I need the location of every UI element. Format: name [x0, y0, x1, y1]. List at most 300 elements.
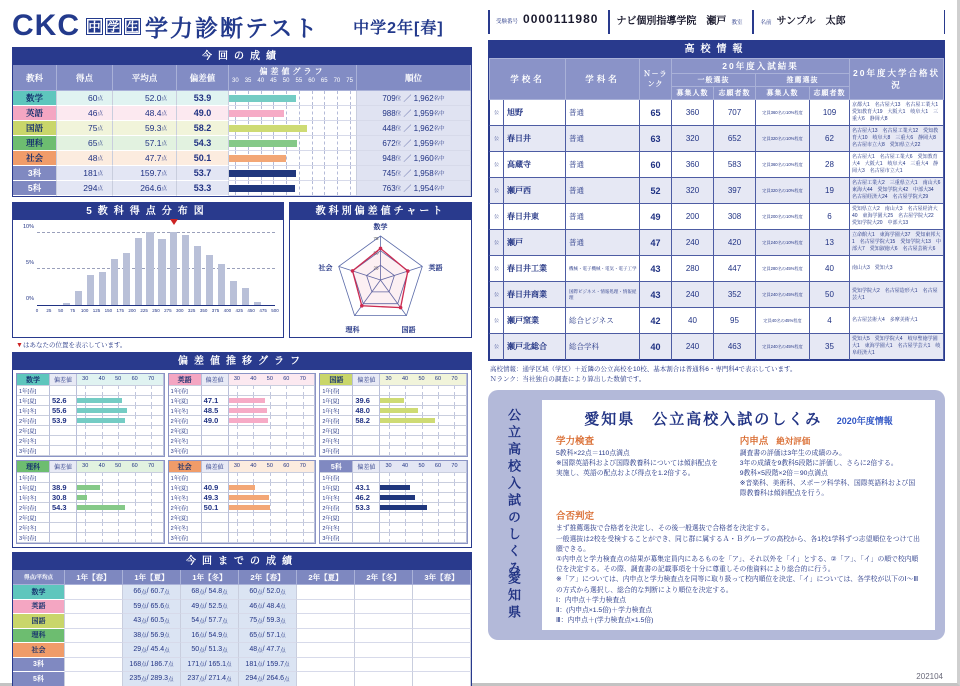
- report-header: [12, 10, 472, 42]
- x-axis-label: 100: [80, 308, 89, 313]
- history-cell: 43 点 / 60.5 点: [123, 614, 181, 629]
- school-name: 瀬戸西: [504, 178, 566, 204]
- transition-row: [17, 416, 164, 426]
- result-row: [13, 151, 471, 166]
- period-label: 1年[夏]: [17, 396, 50, 406]
- deviation-bar: [229, 170, 296, 177]
- period-label: 2年[夏]: [320, 513, 353, 523]
- period-graph-cell: [380, 533, 467, 543]
- period-graph-cell: [77, 406, 164, 416]
- transition-row: [320, 386, 467, 396]
- school-sector: 公: [490, 230, 504, 256]
- exam-number-label: 受験番号: [496, 19, 519, 25]
- histogram-bar: [135, 238, 142, 306]
- svg-text:社会: 社会: [318, 265, 333, 272]
- histogram-bar: [75, 291, 82, 305]
- chugakusei-logo-boxes: [86, 18, 141, 35]
- col-score: 得点: [57, 65, 113, 91]
- school-name: 春日井商業: [504, 282, 566, 308]
- subject-label: 数学: [13, 585, 65, 600]
- result-row: [13, 91, 471, 106]
- svg-text:国語: 国語: [401, 327, 416, 334]
- col-subject: 教科: [13, 65, 57, 91]
- section-line: 一般選抜は2校を受検することができ、同じ群に属するＡ・Ｂグループの高校から、各1校1学科ずつ志望順位をつけて出願できる。: [556, 535, 920, 553]
- deviation-bar: [229, 125, 307, 132]
- recommend-applicants: 13: [810, 230, 850, 256]
- deviation-value: 58.2: [177, 121, 229, 136]
- recommend-capacity: 定員200名の10%程度: [756, 204, 810, 230]
- entrance-system-panel: [488, 390, 945, 640]
- transition-row: [169, 406, 316, 416]
- x-axis-label: 275: [164, 308, 172, 313]
- section-line: ※国際英語科および国際教養科については傾斜配点を実施し、英語の配点および得点を1.2倍する。: [556, 459, 718, 477]
- score-value: 75 点: [57, 121, 113, 136]
- period-label: 2年[冬]: [17, 436, 50, 446]
- section-line: Ⅰ：内申点＋学力検査点: [556, 596, 626, 604]
- transition-row: [17, 386, 164, 396]
- average-value: 264.6 点: [113, 181, 177, 196]
- exam-number-value: 0000111980: [523, 12, 599, 26]
- history-cell: 168 点 / 186.7 点: [123, 658, 181, 673]
- period-deviation-value: [353, 436, 380, 446]
- histogram-bar: [99, 272, 106, 305]
- period-deviation-value: [202, 446, 229, 456]
- period-deviation-value: [353, 386, 380, 396]
- period-graph-cell: [380, 396, 467, 406]
- university-results: 京都大1 名古屋大13 名古屋工業大1 愛知教育大19 大阪大1 岐阜大1 三重大6 静岡大8: [850, 100, 944, 126]
- logo-box-char: 中: [86, 18, 103, 35]
- x-axis-label: 500: [271, 308, 279, 313]
- deviation-radar-chart: [290, 220, 471, 334]
- period-label: 1年[春]: [320, 386, 353, 396]
- period-label: 2年[冬]: [169, 436, 202, 446]
- x-axis-label: 400: [223, 308, 232, 313]
- recommend-applicants: 28: [810, 152, 850, 178]
- period-graph-cell: [77, 386, 164, 396]
- deviation-value: 53.7: [177, 166, 229, 181]
- subject-label: 国語: [13, 614, 65, 629]
- school-sector: 公: [490, 334, 504, 360]
- vertical-label-prefecture: 愛知県: [506, 570, 521, 622]
- period-deviation-value: 49.0: [202, 416, 229, 426]
- transition-ticks: 30 40 50 60 70: [229, 461, 316, 473]
- general-capacity: 320: [672, 178, 714, 204]
- y-axis-label: 0%: [26, 296, 34, 302]
- period-graph-cell: [380, 446, 467, 456]
- section-line: 9教科×5段階×2倍＝90点満点: [739, 469, 828, 477]
- section-line: Ⅱ：(内申点×1.5倍)＋学力検査点: [556, 606, 653, 614]
- recommend-applicants: 35: [810, 334, 850, 360]
- period-graph-cell: [77, 473, 164, 483]
- score-value: 46 点: [57, 106, 113, 121]
- transition-panel: [12, 352, 472, 548]
- recommend-capacity: 定員320名の10%程度: [756, 126, 810, 152]
- transition-block: [319, 373, 468, 457]
- score-value: 294 点: [57, 181, 113, 196]
- school-dept: 機械・電子機械・電気・電子工学: [566, 256, 640, 282]
- history-cell: [65, 629, 123, 644]
- period-deviation-value: [202, 436, 229, 446]
- transition-row: [17, 483, 164, 493]
- period-graph-cell: [77, 416, 164, 426]
- current-results-panel: [12, 47, 472, 197]
- school-name: 瀬戸: [504, 230, 566, 256]
- col-average: 平均点: [113, 65, 177, 91]
- col-rank: 順位: [357, 65, 471, 91]
- history-cell: 29 点 / 45.4 点: [123, 643, 181, 658]
- school-nrank: 63: [640, 126, 672, 152]
- school-sector: 公: [490, 126, 504, 152]
- section-line: 5教科×22点＝110点満点: [556, 449, 630, 457]
- distribution-note: ▼はあなたの位置を表示しています。: [16, 342, 127, 349]
- period-deviation-value: [50, 513, 77, 523]
- period-graph-cell: [229, 493, 316, 503]
- recommend-capacity: 定員240名の45%程度: [756, 282, 810, 308]
- rank-value: 948 位 ／ 1,960 名中: [357, 151, 471, 166]
- svg-text:数学: 数学: [373, 224, 388, 231]
- current-results-title: 今回の成績: [13, 48, 471, 65]
- your-position-marker-icon: [170, 219, 178, 229]
- university-results: 愛知学院大2 名古屋造形大1 名古屋芸大1: [850, 282, 944, 308]
- school-name: 春日井工業: [504, 256, 566, 282]
- period-deviation-bar: [229, 398, 265, 403]
- history-row: [13, 585, 471, 600]
- period-deviation-value: 48.5: [202, 406, 229, 416]
- transition-block: [319, 460, 468, 544]
- period-label: 3年[春]: [320, 446, 353, 456]
- history-cell: 60 点 / 52.0 点: [239, 585, 297, 600]
- history-cell: 38 点 / 56.9 点: [123, 629, 181, 644]
- history-cell: 49 点 / 52.5 点: [181, 600, 239, 615]
- period-deviation-value: [202, 386, 229, 396]
- period-label: 1年[冬]: [17, 493, 50, 503]
- th-capacity: 募集人数: [756, 87, 810, 100]
- history-cell: [65, 672, 123, 686]
- th-recommend: 推薦選抜: [756, 74, 850, 87]
- subject-label: 英語: [13, 106, 57, 121]
- general-capacity: 40: [672, 308, 714, 334]
- school-dept: 普通: [566, 126, 640, 152]
- deviation-value: 49.0: [177, 106, 229, 121]
- recommend-applicants: 40: [810, 256, 850, 282]
- general-capacity: 320: [672, 126, 714, 152]
- deviation-graph-cell: [229, 91, 357, 106]
- school-dept: 普通: [566, 152, 640, 178]
- transition-row: [169, 386, 316, 396]
- recommend-applicants: 6: [810, 204, 850, 230]
- histogram-bar: [206, 255, 213, 305]
- history-cell: [65, 643, 123, 658]
- transition-col-header: 偏差値: [353, 374, 380, 386]
- section-heading: 合否判定: [556, 511, 595, 523]
- history-cell: 16 点 / 54.9 点: [181, 629, 239, 644]
- system-section: [556, 433, 724, 500]
- period-deviation-value: [353, 533, 380, 543]
- period-label: 2年[春]: [320, 416, 353, 426]
- period-deviation-value: 58.2: [353, 416, 380, 426]
- school-name: 春日井東: [504, 204, 566, 230]
- histogram-bar: [194, 246, 201, 305]
- period-label: 3年[春]: [169, 533, 202, 543]
- period-graph-cell: [77, 493, 164, 503]
- transition-title: 偏差値推移グラフ: [13, 353, 471, 370]
- school-name-value: ナビ個別指導学院 瀬戸: [616, 16, 727, 27]
- school-dept: 普通: [566, 178, 640, 204]
- x-axis-label: 0: [35, 308, 39, 313]
- period-deviation-value: [353, 523, 380, 533]
- period-label: 1年[冬]: [169, 493, 202, 503]
- general-applicants: 352: [714, 282, 756, 308]
- school-sector: 公: [490, 308, 504, 334]
- transition-ticks: 30 40 50 60 70: [380, 461, 467, 473]
- subject-label: 社会: [13, 643, 65, 658]
- recommend-applicants: 109: [810, 100, 850, 126]
- school-row: [490, 126, 944, 152]
- transition-row: [320, 483, 467, 493]
- deviation-value: 50.1: [177, 151, 229, 166]
- period-graph-cell: [380, 426, 467, 436]
- school-dept: 普通: [566, 100, 640, 126]
- th-univ-results: 20年度大学合格状況: [850, 59, 944, 100]
- recommend-capacity: 定員320名の10%程度: [756, 178, 810, 204]
- history-cell: 48 点 / 47.7 点: [239, 643, 297, 658]
- school-info-table: [489, 58, 944, 360]
- period-label: 1年[春]: [320, 473, 353, 483]
- school-name: 瀬戸窯業: [504, 308, 566, 334]
- x-axis-label: 300: [176, 308, 184, 313]
- general-applicants: 420: [714, 230, 756, 256]
- score-value: 181 点: [57, 166, 113, 181]
- period-label: 3年[春]: [169, 446, 202, 456]
- history-cell: [297, 585, 355, 600]
- section-line: ※「ア」については、内申点と学力検査点を同等に取り扱って校内順位を決定、「イ」については、各学校が以下のⅠ～Ⅲの方式から選択し、総合的な判断により順位を決定する。: [556, 576, 919, 594]
- ckc-logo: CKC: [12, 9, 80, 42]
- transition-row: [169, 513, 316, 523]
- history-cell: [355, 629, 413, 644]
- exam-number-field: [488, 10, 608, 34]
- period-label: 1年[冬]: [320, 406, 353, 416]
- x-axis-label: 425: [235, 308, 244, 313]
- transition-row: [169, 396, 316, 406]
- x-axis-label: 200: [128, 308, 136, 313]
- name-label: 名前: [760, 20, 772, 26]
- period-graph-cell: [229, 396, 316, 406]
- period-deviation-bar: [77, 398, 122, 403]
- histogram-bar: [182, 235, 189, 305]
- school-name: 春日井: [504, 126, 566, 152]
- school-sector: 公: [490, 100, 504, 126]
- period-graph-cell: [380, 503, 467, 513]
- left-page: [0, 0, 478, 683]
- recommend-capacity: 定員240名の45%程度: [756, 334, 810, 360]
- transition-row: [320, 396, 467, 406]
- school-sector: 公: [490, 282, 504, 308]
- x-axis-label: 225: [140, 308, 148, 313]
- period-graph-cell: [77, 533, 164, 543]
- history-cell: 54 点 / 57.7 点: [181, 614, 239, 629]
- general-applicants: 397: [714, 178, 756, 204]
- transition-row: [17, 513, 164, 523]
- period-label: 3年[春]: [320, 533, 353, 543]
- school-sector: 公: [490, 204, 504, 230]
- history-cell: 75 点 / 59.3 点: [239, 614, 297, 629]
- history-corner-label: 得点/平均点: [13, 570, 65, 585]
- transition-row: [169, 426, 316, 436]
- transition-ticks: 30 40 50 60 70: [229, 374, 316, 386]
- school-dept: 普通: [566, 230, 640, 256]
- period-deviation-bar: [77, 505, 125, 510]
- period-graph-cell: [229, 426, 316, 436]
- histogram-bar: [242, 288, 249, 305]
- transition-block: [16, 460, 165, 544]
- transition-row: [169, 523, 316, 533]
- transition-row: [17, 493, 164, 503]
- student-name-value: サンプル 太郎: [776, 16, 846, 27]
- transition-subject: 数学: [17, 374, 50, 386]
- period-deviation-value: 47.1: [202, 396, 229, 406]
- th-dept-name: 学科名: [566, 59, 640, 100]
- school-info-title: 高校情報: [489, 41, 944, 58]
- general-capacity: 240: [672, 230, 714, 256]
- history-row: [13, 614, 471, 629]
- school-row: [490, 256, 944, 282]
- period-deviation-bar: [380, 398, 404, 403]
- period-deviation-bar: [229, 418, 269, 423]
- period-label: 2年[夏]: [169, 426, 202, 436]
- deviation-bar: [229, 140, 297, 147]
- period-deviation-bar: [77, 495, 87, 500]
- recommend-capacity: 定員280名の45%程度: [756, 256, 810, 282]
- average-value: 59.3 点: [113, 121, 177, 136]
- average-value: 47.7 点: [113, 151, 177, 166]
- period-label: 1年[春]: [169, 473, 202, 483]
- period-label: 2年[春]: [169, 503, 202, 513]
- position-marker-icon: ▼: [16, 342, 23, 349]
- deviation-graph-ticks: 30 35 40 45 50 55 60 65 70 75: [232, 78, 353, 84]
- history-row: [13, 643, 471, 658]
- col-deviation-graph: 偏差値グラフ 30 35 40 45 50 55 60 65 70 75: [229, 65, 357, 91]
- x-axis-label: 175: [116, 308, 125, 313]
- deviation-bar: [229, 110, 284, 117]
- deviation-graph-cell: [229, 151, 357, 166]
- transition-row: [320, 446, 467, 456]
- period-graph-cell: [229, 386, 316, 396]
- period-graph-cell: [229, 513, 316, 523]
- radar-title: 教科別偏差値チャート: [290, 203, 471, 220]
- average-value: 57.1 点: [113, 136, 177, 151]
- history-cell: [65, 658, 123, 673]
- period-label: 1年[夏]: [320, 483, 353, 493]
- period-deviation-value: [50, 473, 77, 483]
- period-deviation-bar: [380, 485, 410, 490]
- x-axis-label: 125: [92, 308, 101, 313]
- deviation-value: 54.3: [177, 136, 229, 151]
- rank-value: 672 位 ／ 1,959 名中: [357, 136, 471, 151]
- period-graph-cell: [229, 473, 316, 483]
- period-deviation-value: [50, 436, 77, 446]
- recommend-capacity: 定員360名の10%程度: [756, 100, 810, 126]
- school-row: [490, 334, 944, 360]
- period-deviation-value: [50, 523, 77, 533]
- period-graph-cell: [77, 483, 164, 493]
- transition-col-header: 偏差値: [202, 374, 229, 386]
- logo-box-char: 学: [105, 18, 122, 35]
- transition-block: [16, 373, 165, 457]
- history-cell: [297, 672, 355, 686]
- section-line: 3年の成績を9教科5段階に評価し、さらに2倍する。: [739, 459, 898, 467]
- period-label: 2年[春]: [320, 503, 353, 513]
- period-label: 2年[冬]: [169, 523, 202, 533]
- histogram-bar: [218, 264, 225, 305]
- period-deviation-value: 50.1: [202, 503, 229, 513]
- history-period-header: 2年【冬】: [355, 570, 413, 585]
- period-graph-cell: [229, 446, 316, 456]
- school-sector: 公: [490, 152, 504, 178]
- period-deviation-value: [353, 446, 380, 456]
- school-nrank: 47: [640, 230, 672, 256]
- general-capacity: 240: [672, 282, 714, 308]
- school-row: [490, 100, 944, 126]
- x-axis-label: 250: [152, 308, 160, 313]
- period-label: 2年[夏]: [320, 426, 353, 436]
- period-label: 2年[春]: [169, 416, 202, 426]
- distribution-panel: [12, 202, 284, 338]
- history-header: [13, 570, 471, 585]
- history-cell: [297, 614, 355, 629]
- subject-label: 3科: [13, 166, 57, 181]
- result-row: [13, 106, 471, 121]
- distribution-histogram: [22, 224, 279, 330]
- period-graph-cell: [380, 436, 467, 446]
- x-axis-label: 450: [247, 308, 255, 313]
- period-deviation-value: [50, 426, 77, 436]
- histogram-bar: [63, 303, 70, 305]
- period-label: 1年[夏]: [169, 396, 202, 406]
- score-value: 65 点: [57, 136, 113, 151]
- history-period-header: 1年【冬】: [181, 570, 239, 585]
- transition-subject: 理科: [17, 461, 50, 473]
- period-deviation-bar: [380, 495, 415, 500]
- history-cell: 59 点 / 65.6 点: [123, 600, 181, 615]
- transition-row: [320, 473, 467, 483]
- histogram-bar: [158, 239, 165, 305]
- history-title: 今回までの成績: [13, 553, 471, 570]
- transition-subject: 社会: [169, 461, 202, 473]
- transition-col-header: 偏差値: [202, 461, 229, 473]
- period-graph-cell: [77, 446, 164, 456]
- period-label: 2年[夏]: [17, 513, 50, 523]
- transition-blocks: [13, 370, 471, 547]
- recommend-capacity: 定員240名の10%程度: [756, 230, 810, 256]
- transition-ticks: 30 40 50 60 70: [77, 374, 164, 386]
- period-deviation-value: 55.6: [50, 406, 77, 416]
- th-capacity: 募集人数: [672, 87, 714, 100]
- transition-row: [169, 473, 316, 483]
- transition-row: [169, 416, 316, 426]
- period-graph-cell: [380, 473, 467, 483]
- rank-value: 745 位 ／ 1,958 名中: [357, 166, 471, 181]
- section-line: Ⅲ：内申点＋(学力検査点×1.5倍): [556, 617, 654, 625]
- period-label: 2年[夏]: [17, 426, 50, 436]
- rank-value: 763 位 ／ 1,954 名中: [357, 181, 471, 196]
- distribution-title: 5教科得点分布図: [13, 203, 283, 220]
- subject-label: 数学: [13, 91, 57, 106]
- school-row: [490, 308, 944, 334]
- deviation-value: 53.3: [177, 181, 229, 196]
- history-cell: [413, 658, 471, 673]
- school-nrank: 52: [640, 178, 672, 204]
- history-row: [13, 629, 471, 644]
